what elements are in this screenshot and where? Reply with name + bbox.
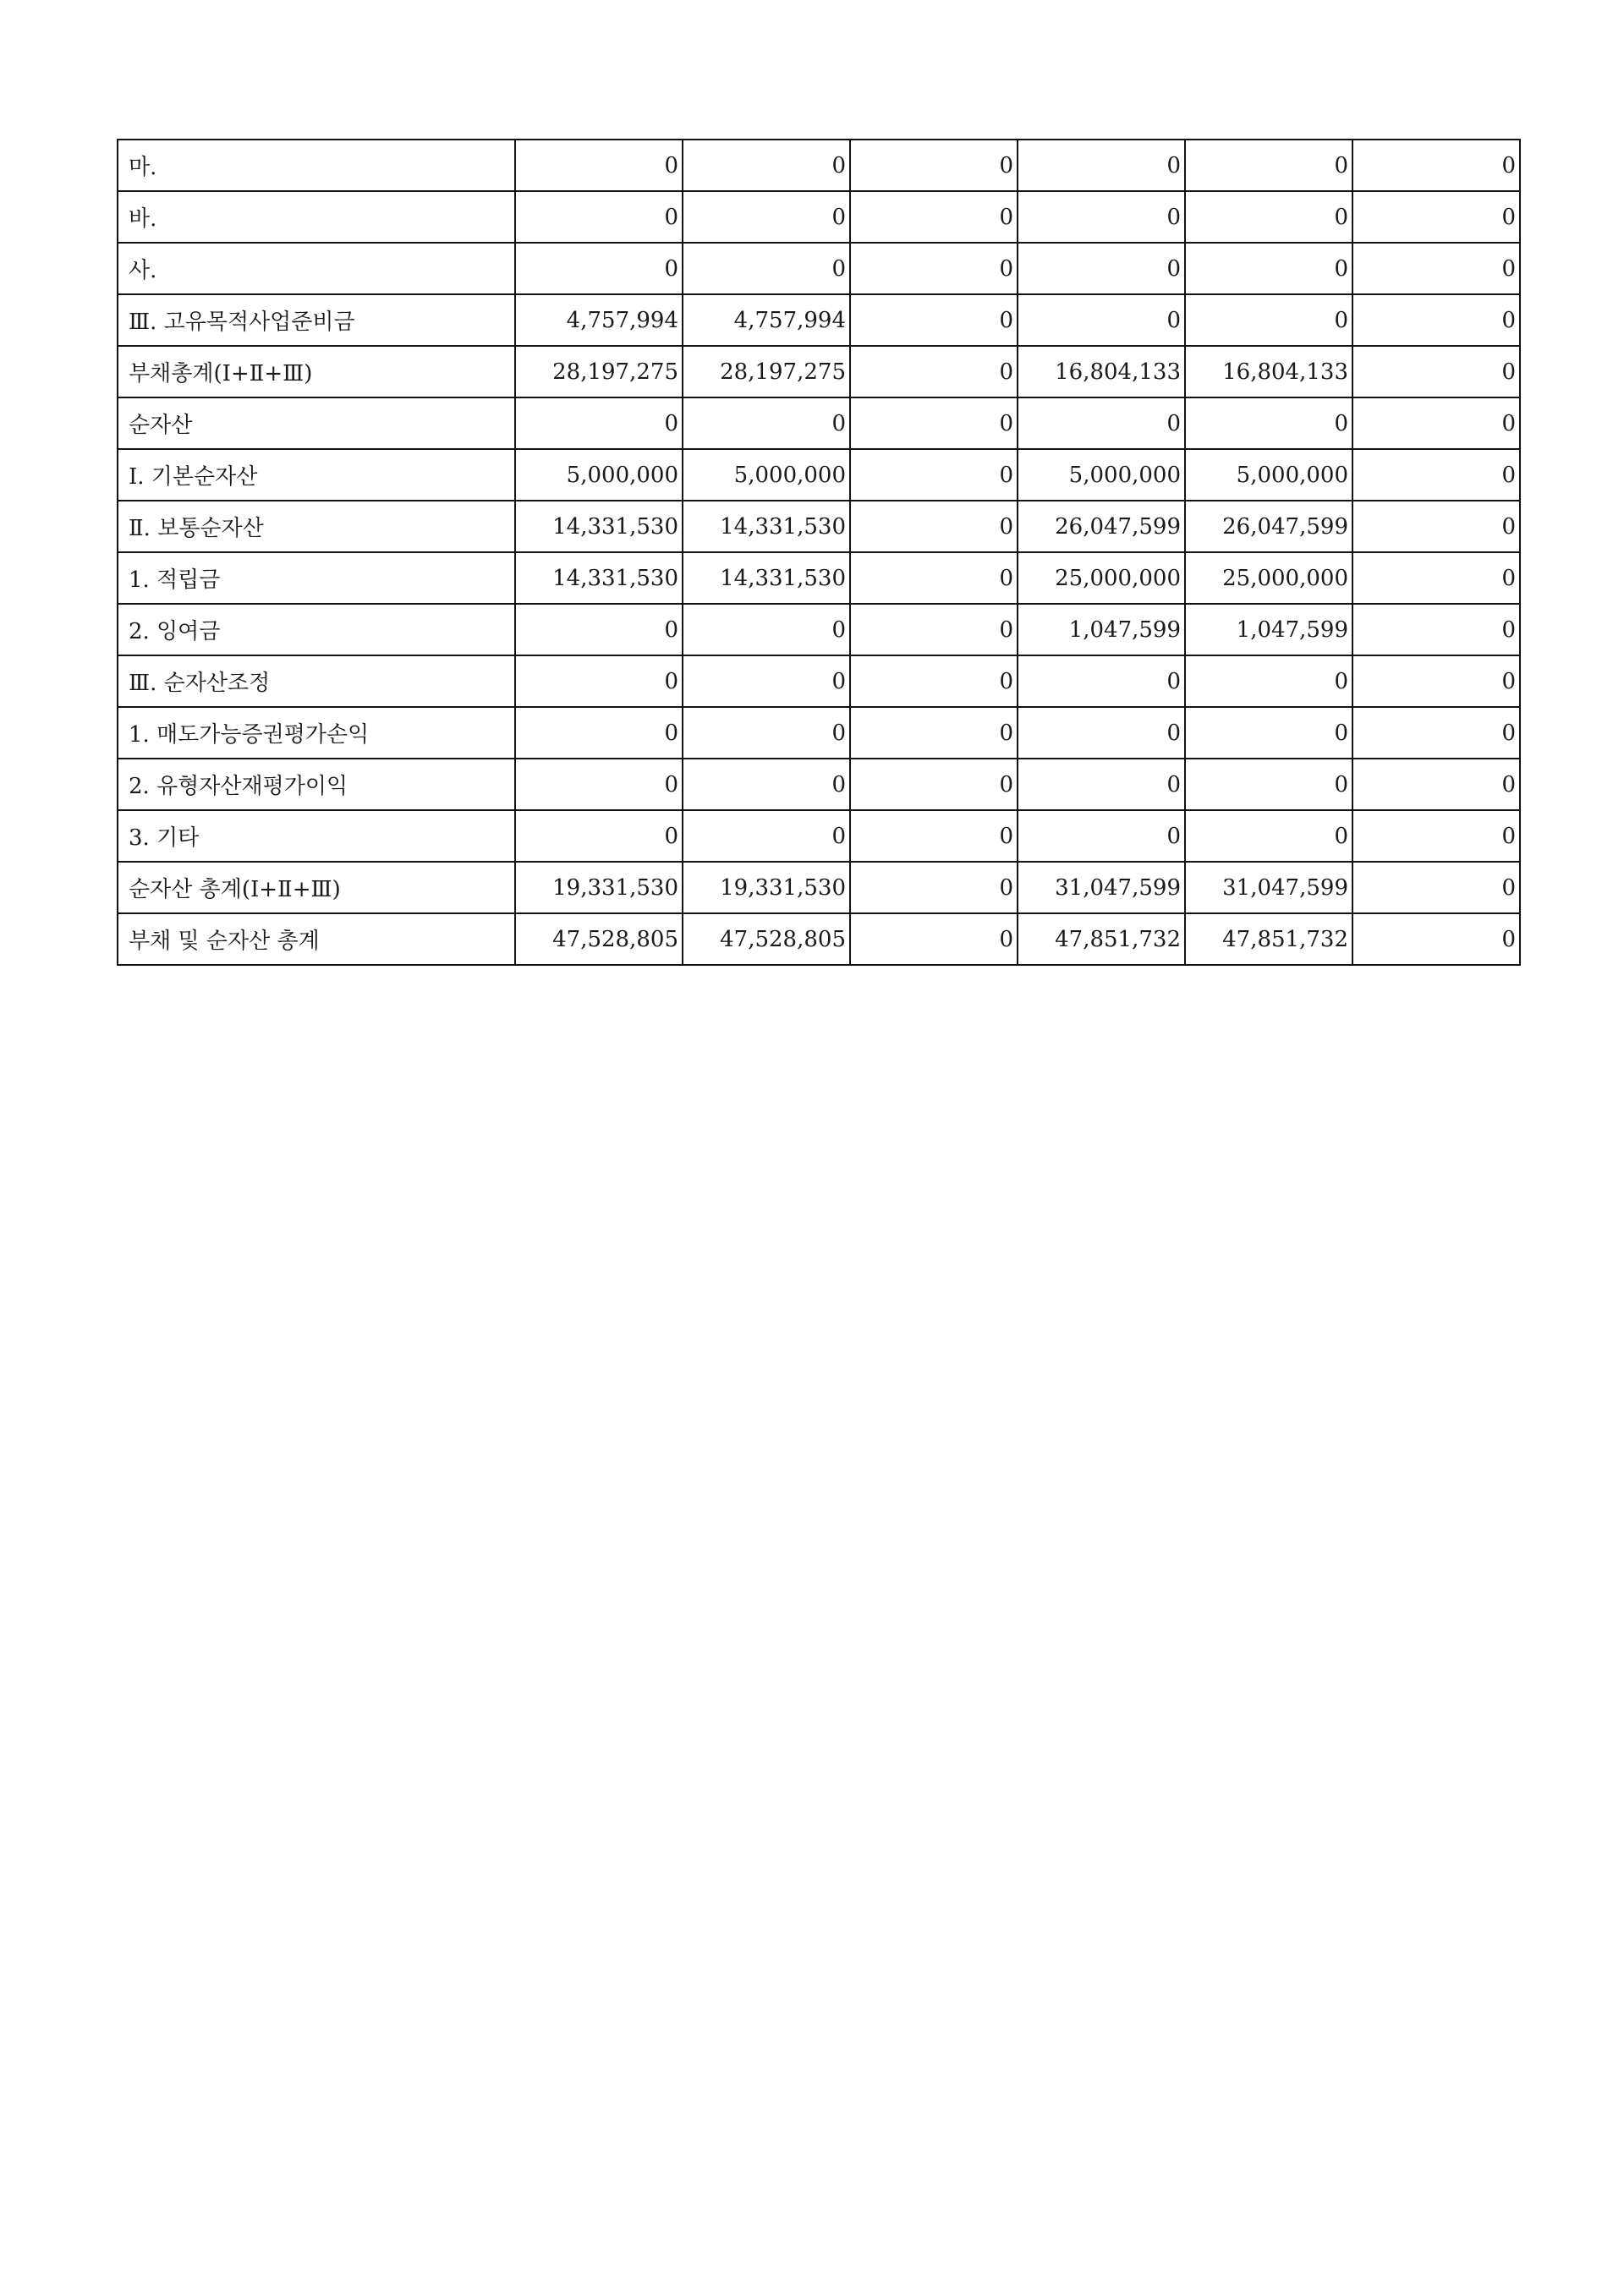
amount-cell: 0 — [1352, 346, 1520, 397]
amount-cell: 0 — [1352, 140, 1520, 191]
row-label: Ⅲ. 고유목적사업준비금 — [118, 294, 515, 346]
amount-cell: 0 — [1018, 243, 1185, 294]
amount-cell: 0 — [1018, 810, 1185, 862]
row-label: 1. 적립금 — [118, 552, 515, 604]
amount-cell: 14,331,530 — [515, 552, 683, 604]
amount-cell: 0 — [1352, 810, 1520, 862]
amount-cell: 28,197,275 — [683, 346, 850, 397]
table-row — [118, 655, 1520, 707]
amount-cell: 0 — [683, 191, 850, 243]
amount-cell: 26,047,599 — [1185, 501, 1352, 552]
amount-cell: 5,000,000 — [1185, 449, 1352, 501]
row-label: 2. 유형자산재평가이익 — [118, 759, 515, 810]
row-label: 2. 잉여금 — [118, 604, 515, 655]
table-row — [118, 501, 1520, 552]
amount-cell: 0 — [1018, 707, 1185, 759]
amount-cell: 0 — [683, 140, 850, 191]
amount-cell: 0 — [850, 604, 1018, 655]
amount-cell: 19,331,530 — [683, 862, 850, 913]
amount-cell: 0 — [1018, 397, 1185, 449]
table-row — [118, 862, 1520, 913]
amount-cell: 0 — [683, 707, 850, 759]
row-label: 마. — [118, 140, 515, 191]
amount-cell: 0 — [515, 655, 683, 707]
amount-cell: 0 — [1018, 140, 1185, 191]
table-row — [118, 810, 1520, 862]
amount-cell: 4,757,994 — [515, 294, 683, 346]
amount-cell: 19,331,530 — [515, 862, 683, 913]
amount-cell: 1,047,599 — [1018, 604, 1185, 655]
table-row — [118, 346, 1520, 397]
amount-cell: 0 — [1018, 191, 1185, 243]
amount-cell: 0 — [850, 346, 1018, 397]
row-label: 1. 매도가능증권평가손익 — [118, 707, 515, 759]
amount-cell: 0 — [683, 655, 850, 707]
amount-cell: 31,047,599 — [1185, 862, 1352, 913]
table-row — [118, 552, 1520, 604]
amount-cell: 25,000,000 — [1018, 552, 1185, 604]
amount-cell: 47,528,805 — [683, 913, 850, 965]
table-row — [118, 913, 1520, 965]
amount-cell: 47,851,732 — [1018, 913, 1185, 965]
amount-cell: 0 — [1352, 759, 1520, 810]
amount-cell: 47,528,805 — [515, 913, 683, 965]
amount-cell: 0 — [683, 243, 850, 294]
amount-cell: 0 — [1352, 862, 1520, 913]
amount-cell: 0 — [850, 449, 1018, 501]
amount-cell: 16,804,133 — [1018, 346, 1185, 397]
amount-cell: 1,047,599 — [1185, 604, 1352, 655]
amount-cell: 26,047,599 — [1018, 501, 1185, 552]
amount-cell: 25,000,000 — [1185, 552, 1352, 604]
amount-cell: 0 — [1185, 191, 1352, 243]
amount-cell: 0 — [850, 655, 1018, 707]
amount-cell: 31,047,599 — [1018, 862, 1185, 913]
row-label: 순자산 총계(Ⅰ+Ⅱ+Ⅲ) — [118, 862, 515, 913]
table-row — [118, 449, 1520, 501]
amount-cell: 0 — [1018, 759, 1185, 810]
amount-cell: 0 — [850, 759, 1018, 810]
amount-cell: 4,757,994 — [683, 294, 850, 346]
amount-cell: 5,000,000 — [683, 449, 850, 501]
amount-cell: 0 — [1185, 655, 1352, 707]
amount-cell: 0 — [850, 140, 1018, 191]
amount-cell: 14,331,530 — [683, 552, 850, 604]
amount-cell: 14,331,530 — [515, 501, 683, 552]
amount-cell: 0 — [1352, 243, 1520, 294]
amount-cell: 5,000,000 — [1018, 449, 1185, 501]
amount-cell: 0 — [850, 191, 1018, 243]
amount-cell: 0 — [683, 604, 850, 655]
row-label: Ⅲ. 순자산조정 — [118, 655, 515, 707]
table-row — [118, 191, 1520, 243]
table-row — [118, 707, 1520, 759]
table-row — [118, 243, 1520, 294]
amount-cell: 0 — [1352, 191, 1520, 243]
amount-cell: 47,851,732 — [1185, 913, 1352, 965]
amount-cell: 0 — [515, 191, 683, 243]
amount-cell: 0 — [850, 913, 1018, 965]
amount-cell: 0 — [1352, 655, 1520, 707]
amount-cell: 0 — [1352, 913, 1520, 965]
table-body — [118, 140, 1520, 965]
row-label: 3. 기타 — [118, 810, 515, 862]
table-row — [118, 604, 1520, 655]
amount-cell: 0 — [515, 810, 683, 862]
amount-cell: 0 — [1352, 501, 1520, 552]
amount-cell: 0 — [1018, 655, 1185, 707]
amount-cell: 0 — [1185, 243, 1352, 294]
row-label: 바. — [118, 191, 515, 243]
amount-cell: 0 — [850, 552, 1018, 604]
table-row — [118, 294, 1520, 346]
table-row — [118, 140, 1520, 191]
amount-cell: 16,804,133 — [1185, 346, 1352, 397]
amount-cell: 0 — [1185, 140, 1352, 191]
amount-cell: 0 — [1185, 294, 1352, 346]
amount-cell: 0 — [683, 810, 850, 862]
amount-cell: 0 — [850, 501, 1018, 552]
amount-cell: 0 — [1352, 397, 1520, 449]
amount-cell: 0 — [850, 862, 1018, 913]
amount-cell: 0 — [1018, 294, 1185, 346]
row-label: 순자산 — [118, 397, 515, 449]
table-row — [118, 397, 1520, 449]
amount-cell: 0 — [683, 397, 850, 449]
amount-cell: 0 — [850, 707, 1018, 759]
balance-sheet-table — [117, 139, 1521, 966]
amount-cell: 0 — [1185, 707, 1352, 759]
amount-cell: 0 — [1352, 604, 1520, 655]
amount-cell: 0 — [683, 759, 850, 810]
amount-cell: 0 — [850, 810, 1018, 862]
amount-cell: 0 — [1185, 759, 1352, 810]
amount-cell: 0 — [515, 243, 683, 294]
amount-cell: 0 — [515, 707, 683, 759]
amount-cell: 0 — [515, 140, 683, 191]
amount-cell: 28,197,275 — [515, 346, 683, 397]
amount-cell: 0 — [850, 397, 1018, 449]
amount-cell: 0 — [1352, 294, 1520, 346]
amount-cell: 14,331,530 — [683, 501, 850, 552]
row-label: Ⅰ. 기본순자산 — [118, 449, 515, 501]
amount-cell: 0 — [1352, 707, 1520, 759]
row-label: Ⅱ. 보통순자산 — [118, 501, 515, 552]
amount-cell: 0 — [1352, 449, 1520, 501]
amount-cell: 0 — [850, 243, 1018, 294]
amount-cell: 0 — [1352, 552, 1520, 604]
amount-cell: 0 — [515, 604, 683, 655]
amount-cell: 0 — [515, 397, 683, 449]
table-row — [118, 759, 1520, 810]
amount-cell: 0 — [515, 759, 683, 810]
amount-cell: 0 — [1185, 810, 1352, 862]
row-label: 부채 및 순자산 총계 — [118, 913, 515, 965]
row-label: 사. — [118, 243, 515, 294]
amount-cell: 0 — [850, 294, 1018, 346]
amount-cell: 0 — [1185, 397, 1352, 449]
row-label: 부채총계(Ⅰ+Ⅱ+Ⅲ) — [118, 346, 515, 397]
amount-cell: 5,000,000 — [515, 449, 683, 501]
